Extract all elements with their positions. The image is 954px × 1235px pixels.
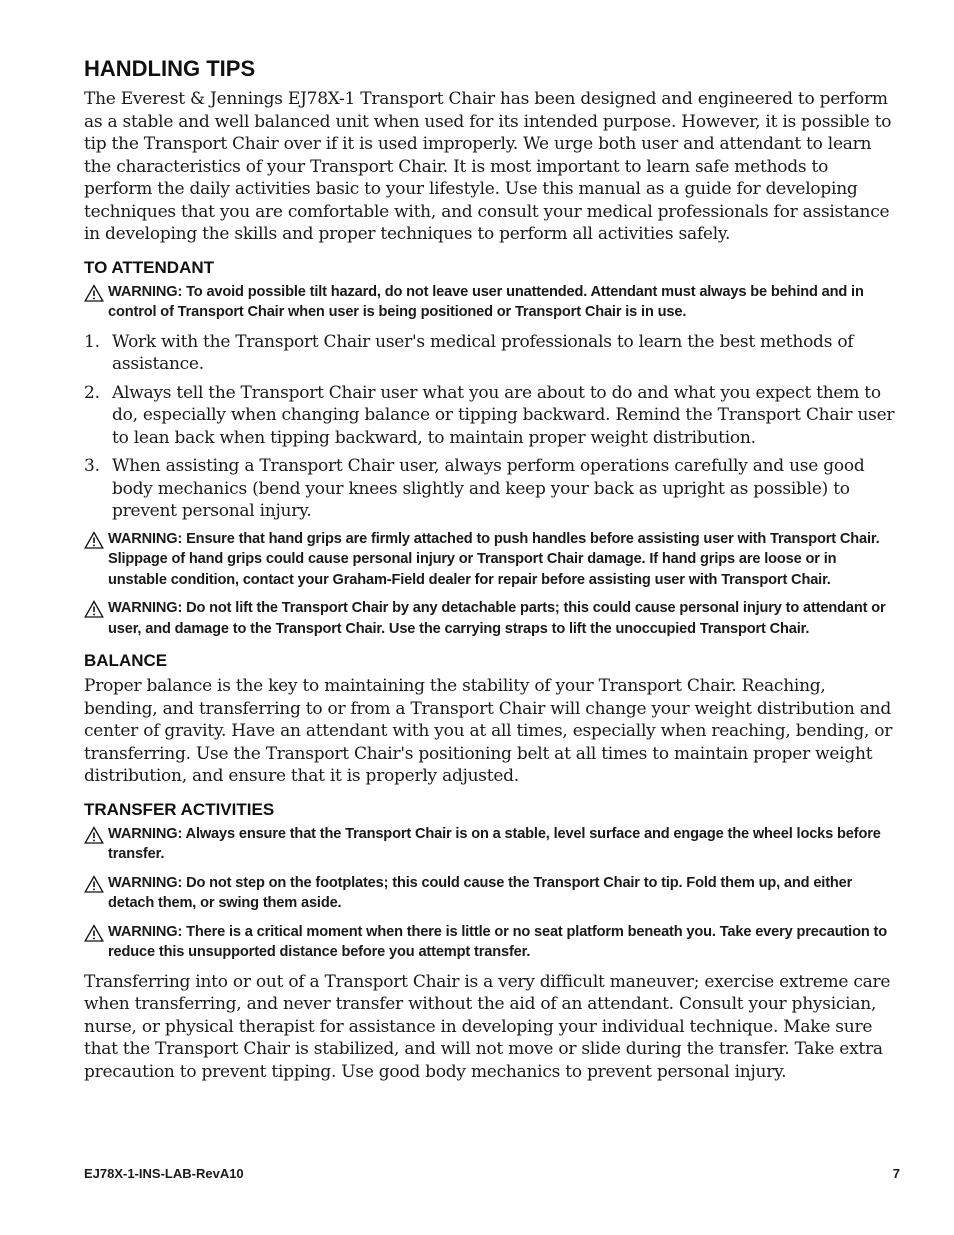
handling-intro-paragraph: The Everest & Jennings EJ78X-1 Transport Chair has been designed and engineered to perform as a stable and well balanced unit when used for its intended purpose. However, it is possible to tip the Transport Chair over if it is used improperly. We urge both user and attendant to learn the characteristics of your Transport Chair. It is most important to learn safe methods to perform the daily activities basic to your lifestyle. Use this manual as a guide for developing techniques that you are comfortable with, and consult your medical professionals for assistance in developing the skills and proper techniques to perform all activities safely. bbox=[84, 89, 892, 244]
warning-transfer-3 bbox=[84, 922, 898, 963]
list-item bbox=[84, 455, 898, 523]
warning-text: WARNING: Do not step on the footplates; this could cause the Transport Chair to tip. Fold them up, and either detach them, or swing them aside. bbox=[108, 874, 853, 911]
warning-text: WARNING: Always ensure that the Transport Chair is on a stable, level surface and engage the wheel locks before transfer. bbox=[108, 825, 881, 862]
warning-triangle-icon bbox=[84, 875, 104, 893]
balance-paragraph: Proper balance is the key to maintaining the stability of your Transport Chair. Reaching, bending, and transferring to or from a Transport Chair will change your weight distribution and center of gravity. Have an attendant with you at all times, especially when reaching, bending, or transferring. Use the Transport Chair's positioning belt at all times to maintain proper weight distribution, and ensure that it is properly adjusted. bbox=[84, 676, 893, 786]
section-title-handling-tips: HANDLING TIPS bbox=[84, 56, 256, 81]
list-item bbox=[84, 331, 898, 376]
list-item-number: 1. bbox=[84, 331, 100, 352]
page-number: 7 bbox=[892, 1166, 900, 1181]
section-title-to-attendant: TO ATTENDANT bbox=[84, 257, 215, 277]
warning-transfer-1 bbox=[84, 824, 898, 865]
list-item-text: Work with the Transport Chair user's medical professionals to learn the best methods of assistance. bbox=[112, 331, 854, 374]
warning-attendant-3 bbox=[84, 598, 898, 639]
warning-text: WARNING: Do not lift the Transport Chair by any detachable parts; this could cause personal injury to attendant or user, and damage to the Transport Chair. Use the carrying straps to lift the unoccupied Transport Chair. bbox=[108, 600, 886, 637]
warning-triangle-icon bbox=[84, 826, 104, 844]
warning-triangle-icon bbox=[84, 531, 104, 549]
transfer-paragraph: Transferring into or out of a Transport Chair is a very difficult maneuver; exercise extreme care when transferring, and never transfer without the aid of an attendant. Consult your physician, nurse, or physical therapist for assistance in developing your individual technique. Make sure that the Transport Chair is stabilized, and will not move or slide during the transfer. Take extra precaution to prevent tipping. Use good body mechanics to prevent personal injury. bbox=[84, 971, 891, 1082]
list-item-number: 3. bbox=[84, 456, 100, 476]
document-id: EJ78X-1-INS-LAB-RevA10 bbox=[84, 1166, 244, 1181]
warning-triangle-icon bbox=[84, 924, 104, 942]
list-item-text: When assisting a Transport Chair user, always perform operations carefully and use good body mechanics (bend your knees slightly and keep your back as upright as possible) to prevent personal injury. bbox=[112, 456, 865, 521]
warning-text: WARNING: There is a critical moment when there is little or no seat platform beneath you. Take every precaution to reduce this unsupported distance before you attempt transfer. bbox=[108, 923, 887, 960]
warning-attendant-1 bbox=[84, 282, 898, 323]
section-title-transfer-activities: TRANSFER ACTIVITIES bbox=[84, 799, 275, 819]
attendant-steps-list bbox=[84, 331, 898, 523]
list-item-number: 2. bbox=[84, 382, 100, 403]
warning-triangle-icon bbox=[84, 600, 104, 618]
list-item-text: Always tell the Transport Chair user what you are about to do and what you expect them to do, especially when changing balance or tipping backward. Remind the Transport Chair user to lean back when tipping backward, to maintain proper weight distribution. bbox=[112, 382, 895, 448]
warning-text: WARNING: To avoid possible tilt hazard, do not leave user unattended. Attendant must always be behind and in control of Transport Chair when user is being positioned or Transport Chair is in use. bbox=[108, 283, 864, 320]
manual-page bbox=[84, 56, 898, 1089]
warning-text: WARNING: Ensure that hand grips are firmly attached to push handles before assisting user with Transport Chair. Slippage of hand grips could cause personal injury or Transport Chair damage. If hand grips are loose or in unstable condition, contact your Graham-Field dealer for repair before assisting user with Transport Chair. bbox=[108, 530, 880, 588]
warning-transfer-2 bbox=[84, 873, 898, 914]
page-footer bbox=[84, 1166, 900, 1181]
section-title-balance: BALANCE bbox=[84, 651, 168, 670]
list-item bbox=[84, 382, 898, 450]
warning-triangle-icon bbox=[84, 284, 104, 302]
warning-attendant-2 bbox=[84, 529, 898, 591]
